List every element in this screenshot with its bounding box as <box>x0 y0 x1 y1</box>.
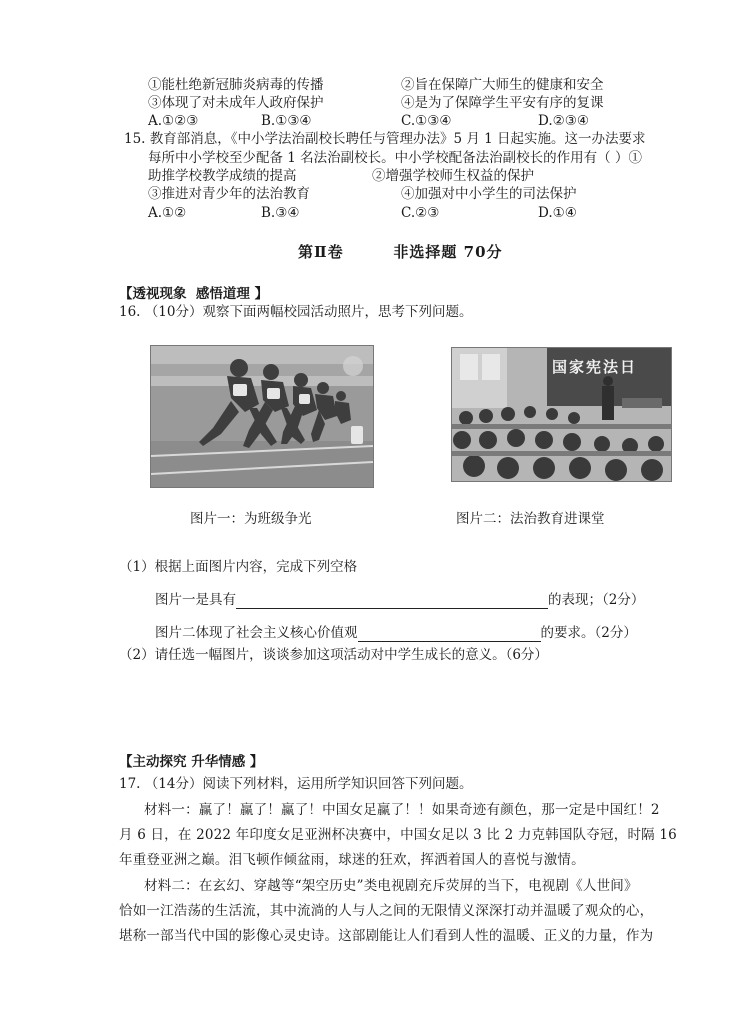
photo-1-caption: 图片一：为班级争光 <box>190 511 312 527</box>
board-slogan: 国家宪法日 <box>552 358 638 376</box>
q14-choice-c: C.①③④ <box>401 113 452 129</box>
q16-subquestion-2: （2）请任选一幅图片，谈谈参加这项活动对中学生成长的意义。（6分） <box>119 647 548 663</box>
fill-2-prefix: 图片二体现了社会主义核心价值观 <box>155 625 358 641</box>
q17-material-1-line-2: 月 6 日，在 2022 年印度女足亚洲杯决赛中，中国女足以 3 比 2 力克韩国队夺冠，时隔 16 <box>119 827 677 843</box>
photo-2-caption: 图片二：法治教育进课堂 <box>456 511 605 527</box>
fill-1-prefix: 图片一是具有 <box>155 592 236 608</box>
section-heading-2: 【主动探究 升华情感 】 <box>119 754 264 770</box>
q14-option-2: ②旨在保障广大师生的健康和安全 <box>401 77 604 93</box>
fill-1-suffix: 的表现；（2分） <box>548 592 645 608</box>
q16-subquestion-1: （1）根据上面图片内容，完成下列空格 <box>119 559 358 575</box>
q15-choice-b: B.③④ <box>261 205 300 221</box>
q15-choice-d: D.①④ <box>538 205 577 221</box>
q14-choice-d: D.②③④ <box>538 113 589 129</box>
fill-2-suffix: 的要求。（2分） <box>540 625 637 641</box>
q16-fill-2 <box>155 624 637 642</box>
q14-option-4: ④是为了保障学生平安有序的复课 <box>401 95 604 111</box>
q15-stem-line-2: 每所中小学校至少配备 1 名法治副校长。中小学校配备法治副校长的作用有（ ）① <box>148 150 642 166</box>
q17-stem: 17. （14分）阅读下列材料，运用所学知识回答下列问题。 <box>119 776 473 792</box>
q17-material-2-line-2: 恰如一江浩荡的生活流，其中流淌的人与人之间的无限情义深深打动并温暖了观众的心， <box>119 903 654 919</box>
q15-stem-line-1: 15. 教育部消息，《中小学法治副校长聘任与管理办法》5 月 1 日起实施。这一办法要求 <box>124 131 646 147</box>
photo-law-classroom <box>451 347 672 482</box>
q14-option-3: ③体现了对未成年人政府保护 <box>148 95 324 111</box>
q14-choice-b: B.①③④ <box>261 113 312 129</box>
part-2-title: 第Ⅱ卷 非选择题 70分 <box>298 243 503 261</box>
q17-material-2-line-1: 材料二：在玄幻、穿越等“架空历史”类电视剧充斥荧屏的当下，电视剧《人世间》 <box>144 878 638 894</box>
q15-choice-a: A.①② <box>148 205 187 221</box>
q17-material-2-line-3: 堪称一部当代中国的影像心灵史诗。这部剧能让人们看到人性的温暖、正义的力量，作为 <box>119 928 654 944</box>
q15-choice-c: C.②③ <box>401 205 440 221</box>
q17-material-1-line-1: 材料一：赢了！赢了！赢了！中国女足赢了！！如果奇迹有颜色，那一定是中国红！2 <box>144 802 660 818</box>
q14-option-1: ①能杜绝新冠肺炎病毒的传播 <box>148 77 324 93</box>
q15-option-2: ②增强学校师生权益的保护 <box>372 168 534 184</box>
q16-fill-1 <box>155 591 644 609</box>
photo-sprint-race <box>150 345 374 488</box>
q17-material-1-line-3: 年重登亚洲之巅。泪飞顿作倾盆雨，球迷的狂欢，挥洒着国人的喜悦与激情。 <box>119 852 585 868</box>
q15-option-4: ④加强对中小学生的司法保护 <box>401 186 577 202</box>
q14-choice-a: A.①②③ <box>148 113 199 129</box>
answer-blank-2[interactable] <box>358 627 541 642</box>
q16-stem: 16. （10分）观察下面两幅校园活动照片，思考下列问题。 <box>119 304 473 320</box>
sprint-race-image <box>151 346 373 487</box>
section-heading-1: 【透视现象 感悟道理 】 <box>119 286 269 302</box>
q15-option-3: ③推进对青少年的法治教育 <box>148 186 310 202</box>
answer-blank-1[interactable] <box>236 594 548 609</box>
q15-option-1: 助推学校教学成绩的提高 <box>148 168 297 184</box>
